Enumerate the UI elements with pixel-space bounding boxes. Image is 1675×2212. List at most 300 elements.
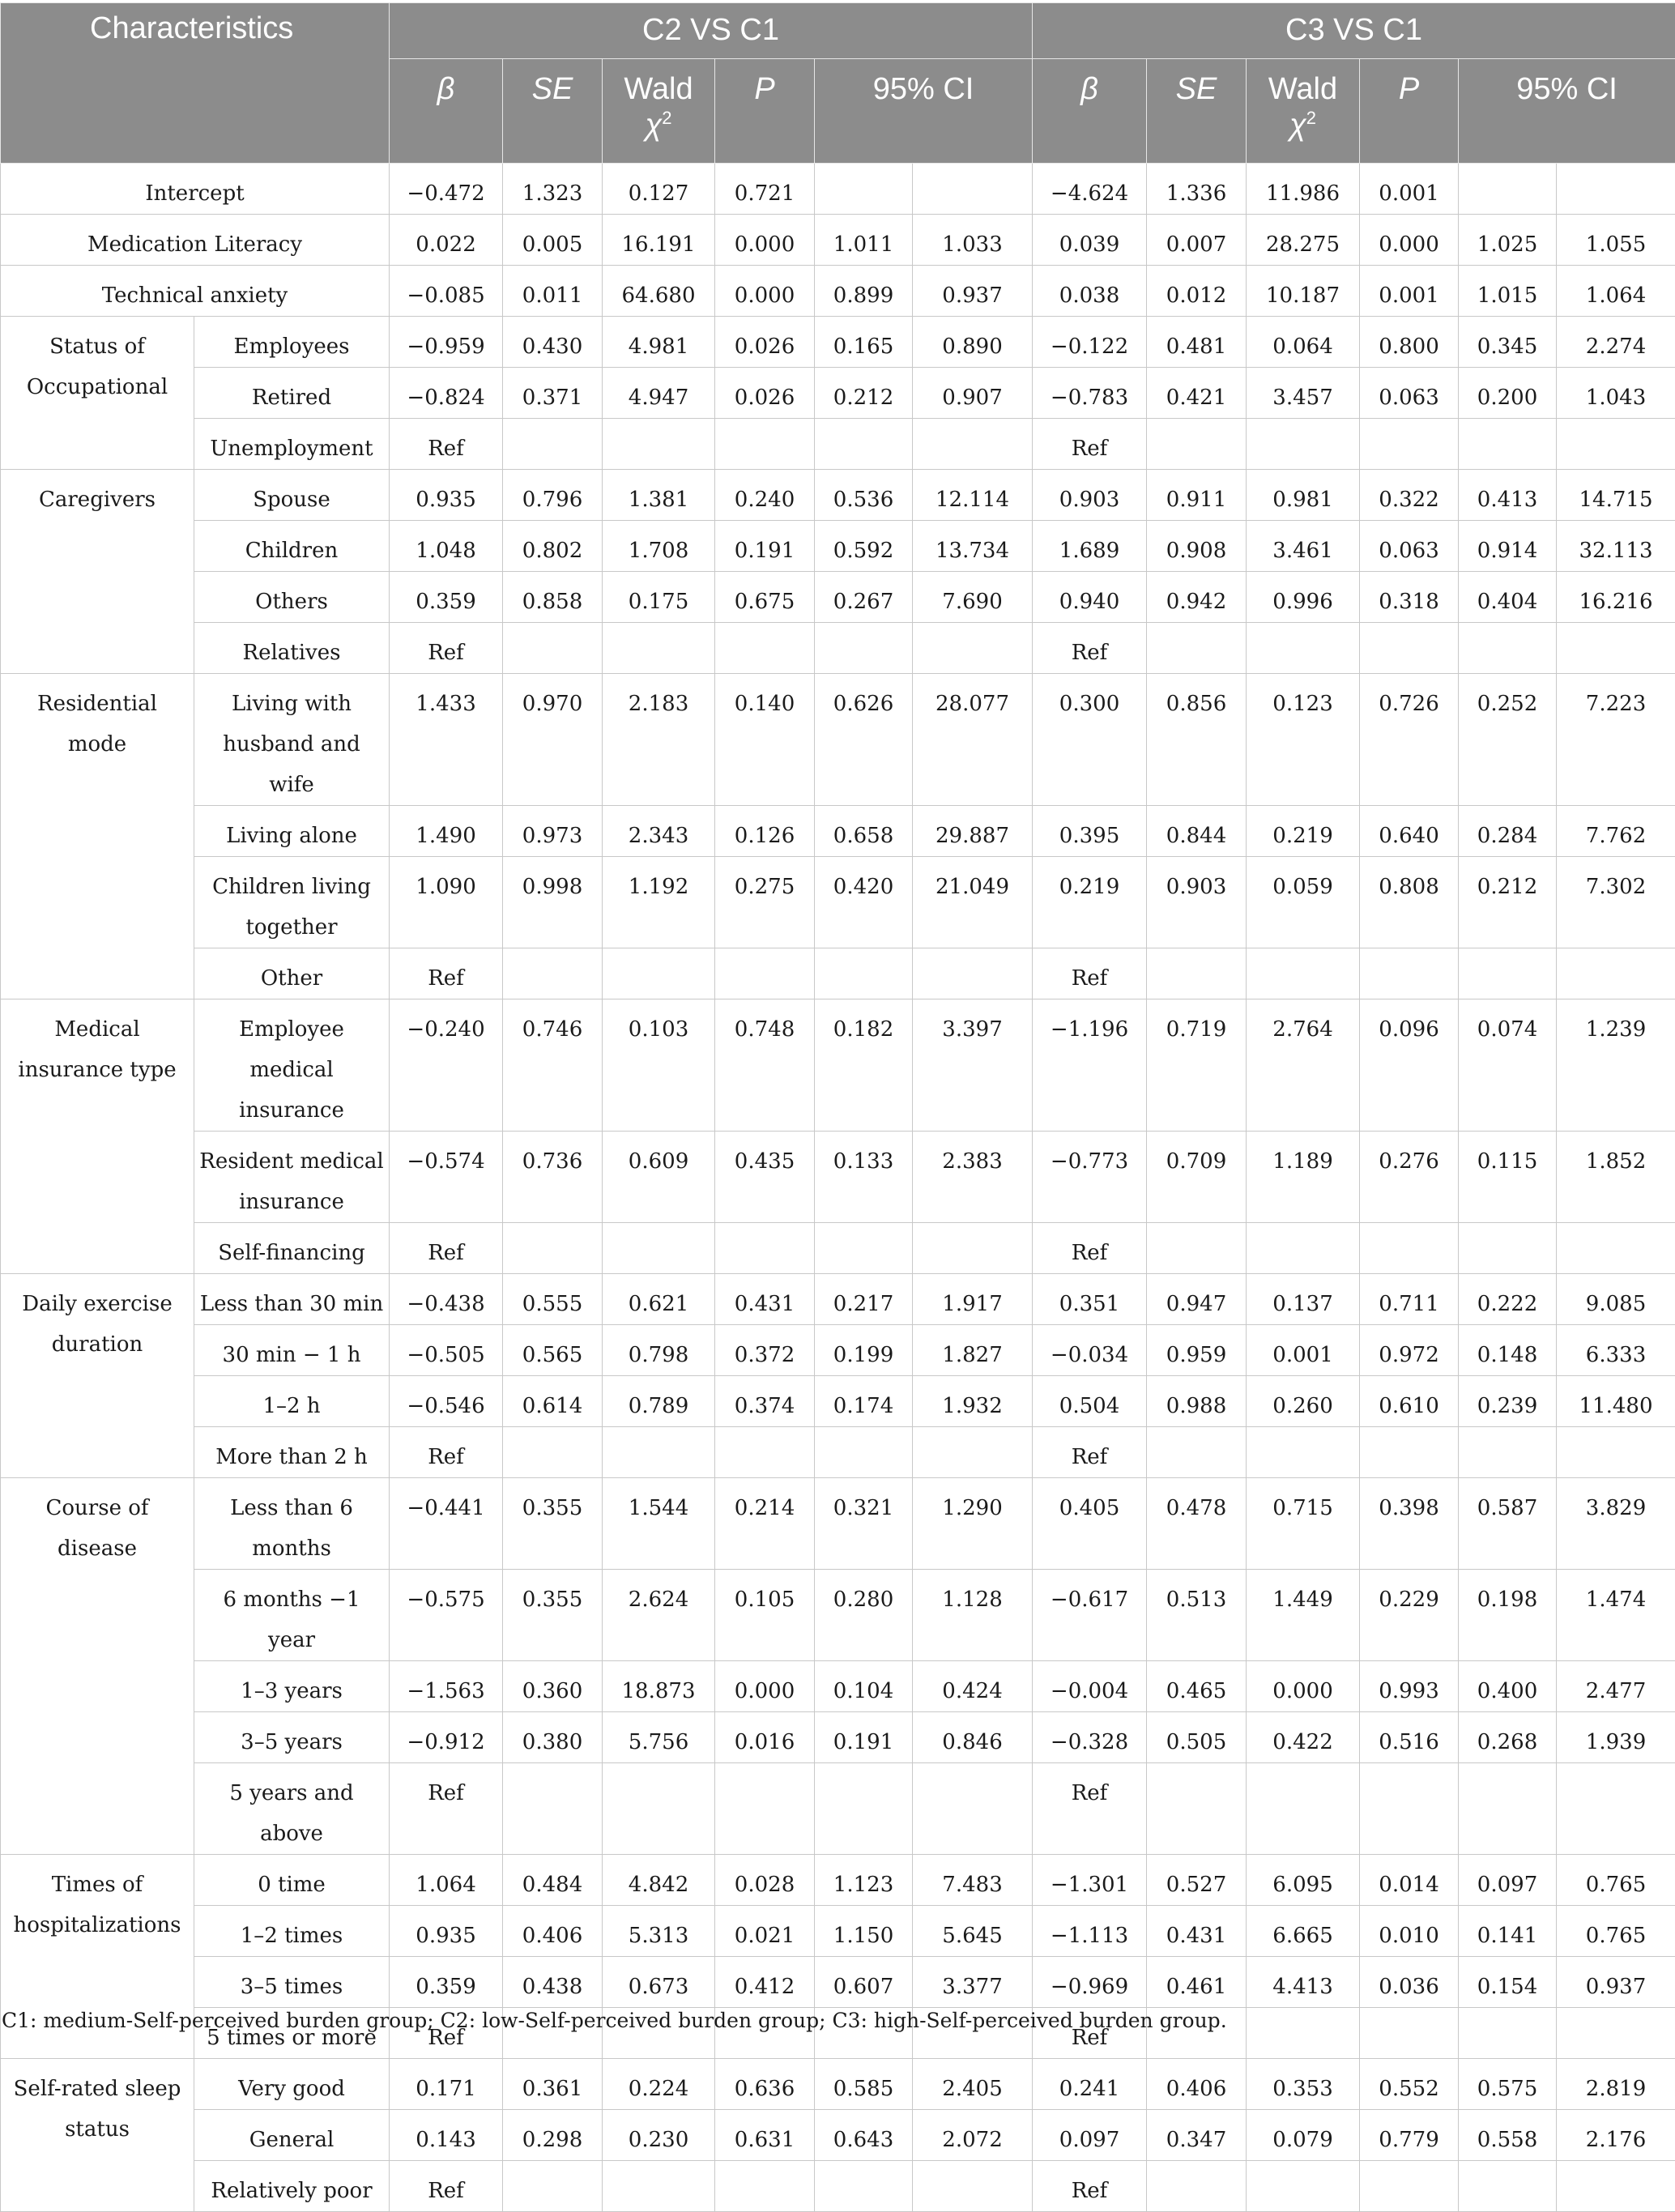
table-row — [1, 1274, 1675, 1325]
c3-value-cell: 0.079 — [1247, 2110, 1360, 2161]
c2-value-cell: 0.565 — [503, 1325, 603, 1376]
c2-value-cell: 0.484 — [503, 1855, 603, 1906]
c3-value-cell — [1557, 623, 1675, 674]
c3-value-cell — [1459, 948, 1557, 999]
c3-value-cell: 0.074 — [1459, 999, 1557, 1132]
c2-value-cell: Ref — [390, 419, 503, 470]
c3-value-cell: 0.039 — [1033, 215, 1147, 266]
c3-value-cell: 0.398 — [1360, 1478, 1459, 1570]
c3-value-cell: 1.064 — [1557, 266, 1675, 317]
c2-value-cell: 0.614 — [503, 1376, 603, 1427]
c3-value-cell — [1557, 164, 1675, 215]
c3-value-cell: 0.937 — [1557, 1957, 1675, 2008]
c3-value-cell: 0.908 — [1147, 521, 1247, 572]
c3-value-cell: 0.911 — [1147, 470, 1247, 521]
table-footnote: C1: medium-Self-perceived burden group; C2: low-Self-perceived burden group; C3: high-Self-perceived burden group. — [2, 2009, 1227, 2032]
c2-value-cell: 7.690 — [913, 572, 1033, 623]
c3-value-cell: 0.007 — [1147, 215, 1247, 266]
c2-value-cell: 0.380 — [503, 1712, 603, 1763]
c3-value-cell: −0.122 — [1033, 317, 1147, 368]
c3-value-cell — [1247, 1763, 1360, 1855]
c3-value-cell: 0.154 — [1459, 1957, 1557, 2008]
c3-value-cell — [1247, 948, 1360, 999]
c2-value-cell: −0.575 — [390, 1570, 503, 1661]
c2-value-cell: 0.555 — [503, 1274, 603, 1325]
c3-value-cell: 0.765 — [1557, 1855, 1675, 1906]
c3-value-cell: 0.413 — [1459, 470, 1557, 521]
table-row — [1, 999, 1675, 1132]
c3-value-cell: 0.219 — [1033, 857, 1147, 948]
c2-value-cell: 1.033 — [913, 215, 1033, 266]
c3-value-cell: 1.939 — [1557, 1712, 1675, 1763]
c3-value-cell — [1360, 2161, 1459, 2212]
c2-value-cell: 0.673 — [603, 1957, 715, 2008]
c3-value-cell: 7.762 — [1557, 806, 1675, 857]
c2-value-cell: 0.435 — [715, 1132, 815, 1223]
sub-label: 5 times or more — [194, 2008, 390, 2059]
c2-value-cell: −0.085 — [390, 266, 503, 317]
c3-value-cell — [1557, 2161, 1675, 2212]
beta-header-c3: β — [1033, 59, 1147, 164]
c3-value-cell: 3.461 — [1247, 521, 1360, 572]
c3-value-cell: 0.148 — [1459, 1325, 1557, 1376]
c2-value-cell: 1.932 — [913, 1376, 1033, 1427]
c2-value-cell: 0.133 — [815, 1132, 913, 1223]
c3-value-cell — [1147, 948, 1247, 999]
c3-value-cell: 0.268 — [1459, 1712, 1557, 1763]
c3-value-cell: 4.413 — [1247, 1957, 1360, 2008]
c2-value-cell: 13.734 — [913, 521, 1033, 572]
group-label: Self-rated sleep status — [1, 2059, 194, 2212]
c2-value-cell: 0.359 — [390, 1957, 503, 2008]
c3-value-cell: 11.986 — [1247, 164, 1360, 215]
table-body — [1, 164, 1675, 2212]
c3-value-cell: 0.421 — [1147, 368, 1247, 419]
c3-value-cell: −0.773 — [1033, 1132, 1147, 1223]
c3-value-cell: 0.115 — [1459, 1132, 1557, 1223]
sub-label: 1–2 h — [194, 1376, 390, 1427]
sub-label: Resident medical insurance — [194, 1132, 390, 1223]
c3-value-cell: 0.229 — [1360, 1570, 1459, 1661]
c2-value-cell: 5.756 — [603, 1712, 715, 1763]
c3-value-cell: 0.284 — [1459, 806, 1557, 857]
c3-value-cell: −0.617 — [1033, 1570, 1147, 1661]
c3-value-cell — [1360, 419, 1459, 470]
c3-value-cell: 0.552 — [1360, 2059, 1459, 2110]
c2-value-cell: 2.624 — [603, 1570, 715, 1661]
table-row — [1, 1132, 1675, 1223]
c2-value-cell: 2.072 — [913, 2110, 1033, 2161]
c3-value-cell — [1557, 1763, 1675, 1855]
table-row — [1, 1661, 1675, 1712]
c2-value-cell — [913, 1427, 1033, 1478]
c2-value-cell: 1.490 — [390, 806, 503, 857]
c2-value-cell: 2.183 — [603, 674, 715, 806]
c2-value-cell: −0.824 — [390, 368, 503, 419]
c3-value-cell: 0.981 — [1247, 470, 1360, 521]
table-row — [1, 164, 1675, 215]
c3-value-cell: 0.200 — [1459, 368, 1557, 419]
regression-table — [0, 2, 1675, 2212]
c3-value-cell: 0.914 — [1459, 521, 1557, 572]
c2-value-cell: 1.048 — [390, 521, 503, 572]
sub-label: Spouse — [194, 470, 390, 521]
c2-value-cell: 0.104 — [815, 1661, 913, 1712]
sub-label: 1–2 times — [194, 1906, 390, 1957]
c2-value-cell: Ref — [390, 2008, 503, 2059]
c2-value-cell: 0.412 — [715, 1957, 815, 2008]
c2-value-cell: 0.240 — [715, 470, 815, 521]
sub-label: Relatives — [194, 623, 390, 674]
c3-value-cell: 0.395 — [1033, 806, 1147, 857]
c2-value-cell: 0.199 — [815, 1325, 913, 1376]
c3-value-cell: 0.198 — [1459, 1570, 1557, 1661]
c3-value-cell — [1459, 164, 1557, 215]
c2-value-cell: 0.746 — [503, 999, 603, 1132]
c3-value-cell: 0.353 — [1247, 2059, 1360, 2110]
c3-value-cell: 1.043 — [1557, 368, 1675, 419]
se-header-c2: SE — [503, 59, 603, 164]
c3-value-cell: 1.474 — [1557, 1570, 1675, 1661]
c2-value-cell: 0.899 — [815, 266, 913, 317]
sub-label: Others — [194, 572, 390, 623]
table-row — [1, 368, 1675, 419]
c3-value-cell: 0.903 — [1033, 470, 1147, 521]
c3-value-cell: 0.000 — [1360, 215, 1459, 266]
c3-value-cell: 0.276 — [1360, 1132, 1459, 1223]
c2-value-cell: 64.680 — [603, 266, 715, 317]
c3-value-cell: 0.345 — [1459, 317, 1557, 368]
c2-value-cell — [603, 1427, 715, 1478]
c2-value-cell: 0.143 — [390, 2110, 503, 2161]
c2-value-cell: 0.000 — [715, 266, 815, 317]
c2-value-cell: 29.887 — [913, 806, 1033, 857]
c2-value-cell: 0.621 — [603, 1274, 715, 1325]
c3-value-cell: 0.779 — [1360, 2110, 1459, 2161]
c3-value-cell: 0.351 — [1033, 1274, 1147, 1325]
c2-value-cell: −0.240 — [390, 999, 503, 1132]
c2-value-cell: 0.212 — [815, 368, 913, 419]
c2-value-cell: 0.028 — [715, 1855, 815, 1906]
c3-value-cell: 0.001 — [1360, 164, 1459, 215]
c3-value-cell: 0.478 — [1147, 1478, 1247, 1570]
c2-value-cell: 0.424 — [913, 1661, 1033, 1712]
se-header-c3: SE — [1147, 59, 1247, 164]
c3-value-cell — [1459, 1763, 1557, 1855]
c2-value-cell: 0.748 — [715, 999, 815, 1132]
c3-value-cell: 32.113 — [1557, 521, 1675, 572]
c2-value-cell — [603, 623, 715, 674]
group-label: Medical insurance type — [1, 999, 194, 1274]
c3-value-cell — [1147, 1223, 1247, 1274]
table-row — [1, 1223, 1675, 1274]
c3-value-cell: 0.212 — [1459, 857, 1557, 948]
c2-value-cell: 0.103 — [603, 999, 715, 1132]
c3-value-cell: −0.034 — [1033, 1325, 1147, 1376]
c3-value-cell — [1247, 623, 1360, 674]
c2-value-cell: 0.361 — [503, 2059, 603, 2110]
c2-value-cell — [603, 419, 715, 470]
c3-value-cell: 1.189 — [1247, 1132, 1360, 1223]
c3-value-cell: 0.001 — [1247, 1325, 1360, 1376]
c3-value-cell: 1.025 — [1459, 215, 1557, 266]
c2-value-cell: 2.383 — [913, 1132, 1033, 1223]
c2-value-cell — [815, 1223, 913, 1274]
c3-value-cell: −1.113 — [1033, 1906, 1147, 1957]
table-row — [1, 1855, 1675, 1906]
c2-value-cell: 0.355 — [503, 1478, 603, 1570]
c3-value-cell: 0.260 — [1247, 1376, 1360, 1427]
table-row — [1, 1570, 1675, 1661]
c2-value-cell — [715, 1427, 815, 1478]
c3-value-cell — [1360, 1223, 1459, 1274]
c3-value-cell: 0.461 — [1147, 1957, 1247, 2008]
c3-value-cell: 0.252 — [1459, 674, 1557, 806]
c2-value-cell: 0.174 — [815, 1376, 913, 1427]
c2-value-cell: 0.636 — [715, 2059, 815, 2110]
c3-value-cell — [1459, 2008, 1557, 2059]
c3-value-cell: 0.097 — [1033, 2110, 1147, 2161]
c3-value-cell: 0.719 — [1147, 999, 1247, 1132]
sub-label: 6 months −1 year — [194, 1570, 390, 1661]
p-header-c2: P — [715, 59, 815, 164]
c3-value-cell: 14.715 — [1557, 470, 1675, 521]
table-row — [1, 2161, 1675, 2212]
c3-value-cell: 0.972 — [1360, 1325, 1459, 1376]
c3-value-cell: 0.640 — [1360, 806, 1459, 857]
c2-value-cell — [913, 164, 1033, 215]
c3-value-cell: 0.988 — [1147, 1376, 1247, 1427]
c2-value-cell: 5.313 — [603, 1906, 715, 1957]
c3-value-cell: 1.336 — [1147, 164, 1247, 215]
sub-label: Children — [194, 521, 390, 572]
c2-value-cell: 0.026 — [715, 317, 815, 368]
c2-value-cell: 3.397 — [913, 999, 1033, 1132]
c3-value-cell: 1.689 — [1033, 521, 1147, 572]
c3-value-cell — [1360, 2008, 1459, 2059]
c2-value-cell — [913, 2161, 1033, 2212]
c3-value-cell: 0.239 — [1459, 1376, 1557, 1427]
c2-value-cell: 0.000 — [715, 215, 815, 266]
c2-value-cell: 1.290 — [913, 1478, 1033, 1570]
c2-value-cell — [815, 419, 913, 470]
sub-label: Unemployment — [194, 419, 390, 470]
c2-value-cell — [913, 1763, 1033, 1855]
c2-value-cell: 0.536 — [815, 470, 913, 521]
c2-value-cell: Ref — [390, 1427, 503, 1478]
c2-value-cell: 1.708 — [603, 521, 715, 572]
c3-value-cell: 0.347 — [1147, 2110, 1247, 2161]
c3-value-cell: 0.940 — [1033, 572, 1147, 623]
group-c2-header: C2 VS C1 — [390, 3, 1033, 59]
p-header-c3: P — [1360, 59, 1459, 164]
table-row — [1, 1325, 1675, 1376]
c3-value-cell: −0.004 — [1033, 1661, 1147, 1712]
c3-value-cell: Ref — [1033, 419, 1147, 470]
table-row — [1, 2059, 1675, 2110]
c3-value-cell: 0.241 — [1033, 2059, 1147, 2110]
c3-value-cell: 0.765 — [1557, 1906, 1675, 1957]
c3-value-cell — [1147, 1427, 1247, 1478]
c2-value-cell: 0.321 — [815, 1478, 913, 1570]
c3-value-cell: 0.300 — [1033, 674, 1147, 806]
c2-value-cell: 1.433 — [390, 674, 503, 806]
c2-value-cell: 0.607 — [815, 1957, 913, 2008]
c2-value-cell: Ref — [390, 948, 503, 999]
c3-value-cell — [1247, 419, 1360, 470]
c2-value-cell: 1.064 — [390, 1855, 503, 1906]
c2-value-cell: 1.011 — [815, 215, 913, 266]
group-label: Status of Occupational — [1, 317, 194, 470]
c2-value-cell: 0.935 — [390, 470, 503, 521]
c3-value-cell: 11.480 — [1557, 1376, 1675, 1427]
c3-value-cell: −4.624 — [1033, 164, 1147, 215]
c3-value-cell — [1147, 419, 1247, 470]
c2-value-cell: 0.182 — [815, 999, 913, 1132]
c3-value-cell: 10.187 — [1247, 266, 1360, 317]
c2-value-cell: −0.959 — [390, 317, 503, 368]
c2-value-cell — [603, 2161, 715, 2212]
c2-value-cell: 4.947 — [603, 368, 715, 419]
c2-value-cell: 0.789 — [603, 1376, 715, 1427]
c2-value-cell: 1.128 — [913, 1570, 1033, 1661]
c2-value-cell — [815, 1763, 913, 1855]
c2-value-cell: −0.472 — [390, 164, 503, 215]
sub-label: Retired — [194, 368, 390, 419]
c3-value-cell: 2.477 — [1557, 1661, 1675, 1712]
c2-value-cell: 0.191 — [815, 1712, 913, 1763]
c2-value-cell: 0.275 — [715, 857, 815, 948]
c2-value-cell — [503, 1427, 603, 1478]
sub-label: 5 years and above — [194, 1763, 390, 1855]
c2-value-cell: 0.359 — [390, 572, 503, 623]
c3-value-cell: Ref — [1033, 1223, 1147, 1274]
c2-value-cell: 0.430 — [503, 317, 603, 368]
c2-value-cell: 16.191 — [603, 215, 715, 266]
c3-value-cell: 0.012 — [1147, 266, 1247, 317]
c2-value-cell: 0.431 — [715, 1274, 815, 1325]
c3-value-cell: 6.333 — [1557, 1325, 1675, 1376]
c2-value-cell: 1.150 — [815, 1906, 913, 1957]
c3-value-cell — [1459, 623, 1557, 674]
c3-value-cell: −0.783 — [1033, 368, 1147, 419]
c2-value-cell: 0.005 — [503, 215, 603, 266]
c2-value-cell: 1.827 — [913, 1325, 1033, 1376]
table-row — [1, 266, 1675, 317]
c2-value-cell: 0.592 — [815, 521, 913, 572]
sub-label: General — [194, 2110, 390, 2161]
c2-value-cell: 0.658 — [815, 806, 913, 857]
c3-value-cell: 0.587 — [1459, 1478, 1557, 1570]
sub-label: Living alone — [194, 806, 390, 857]
c3-value-cell: 0.993 — [1360, 1661, 1459, 1712]
sub-label: Less than 30 min — [194, 1274, 390, 1325]
c2-value-cell: 2.343 — [603, 806, 715, 857]
c2-value-cell — [503, 1763, 603, 1855]
table-row — [1, 1712, 1675, 1763]
c3-value-cell: 6.665 — [1247, 1906, 1360, 1957]
table-row — [1, 806, 1675, 857]
c2-value-cell — [913, 1223, 1033, 1274]
c3-value-cell: 0.096 — [1360, 999, 1459, 1132]
c3-value-cell: 0.014 — [1360, 1855, 1459, 1906]
c3-value-cell: 0.903 — [1147, 857, 1247, 948]
c2-value-cell: 12.114 — [913, 470, 1033, 521]
c2-value-cell — [815, 164, 913, 215]
c3-value-cell: 0.063 — [1360, 521, 1459, 572]
c3-value-cell — [1360, 948, 1459, 999]
c3-value-cell: 2.764 — [1247, 999, 1360, 1132]
c3-value-cell: 0.422 — [1247, 1712, 1360, 1763]
c3-value-cell: 0.996 — [1247, 572, 1360, 623]
c3-value-cell: 0.527 — [1147, 1855, 1247, 1906]
c3-value-cell: 0.322 — [1360, 470, 1459, 521]
c2-value-cell: 0.371 — [503, 368, 603, 419]
c3-value-cell — [1557, 1223, 1675, 1274]
c2-value-cell: 1.544 — [603, 1478, 715, 1570]
c3-value-cell: Ref — [1033, 623, 1147, 674]
c2-value-cell: 0.267 — [815, 572, 913, 623]
c2-value-cell: −0.546 — [390, 1376, 503, 1427]
row-label: Intercept — [1, 164, 390, 215]
table-row — [1, 1478, 1675, 1570]
c2-value-cell: 5.645 — [913, 1906, 1033, 1957]
c3-value-cell: 0.505 — [1147, 1712, 1247, 1763]
c3-value-cell: 0.481 — [1147, 317, 1247, 368]
c2-value-cell: 0.217 — [815, 1274, 913, 1325]
c2-value-cell: 0.105 — [715, 1570, 815, 1661]
c2-value-cell: 0.935 — [390, 1906, 503, 1957]
sub-label: 0 time — [194, 1855, 390, 1906]
c3-value-cell: 0.000 — [1247, 1661, 1360, 1712]
c2-value-cell: 0.998 — [503, 857, 603, 948]
c3-value-cell: 0.123 — [1247, 674, 1360, 806]
c2-value-cell — [815, 1427, 913, 1478]
c3-value-cell: 0.010 — [1360, 1906, 1459, 1957]
c2-value-cell — [603, 1763, 715, 1855]
c2-value-cell: 0.970 — [503, 674, 603, 806]
c2-value-cell — [603, 948, 715, 999]
c3-value-cell — [1459, 2161, 1557, 2212]
group-label: Residential mode — [1, 674, 194, 999]
c2-value-cell: 0.796 — [503, 470, 603, 521]
c3-value-cell: Ref — [1033, 1427, 1147, 1478]
sub-label: Other — [194, 948, 390, 999]
table-row — [1, 419, 1675, 470]
table-row — [1, 317, 1675, 368]
c2-value-cell: −0.574 — [390, 1132, 503, 1223]
group-label: Caregivers — [1, 470, 194, 674]
table-row — [1, 1427, 1675, 1478]
c3-value-cell: 3.829 — [1557, 1478, 1675, 1570]
c2-value-cell — [913, 623, 1033, 674]
c3-value-cell — [1557, 1427, 1675, 1478]
ci-header-c2: 95% CI — [815, 59, 1033, 164]
table-row — [1, 674, 1675, 806]
c2-value-cell: 0.631 — [715, 2110, 815, 2161]
c2-value-cell: 0.609 — [603, 1132, 715, 1223]
c2-value-cell: Ref — [390, 1223, 503, 1274]
c3-value-cell: 3.457 — [1247, 368, 1360, 419]
sub-label: Employee medical insurance — [194, 999, 390, 1132]
c3-value-cell: 9.085 — [1557, 1274, 1675, 1325]
c3-value-cell: Ref — [1033, 1763, 1147, 1855]
c2-value-cell: 0.191 — [715, 521, 815, 572]
c3-value-cell — [1147, 2161, 1247, 2212]
c2-value-cell: 0.585 — [815, 2059, 913, 2110]
sub-label: Employees — [194, 317, 390, 368]
c2-value-cell: 0.721 — [715, 164, 815, 215]
